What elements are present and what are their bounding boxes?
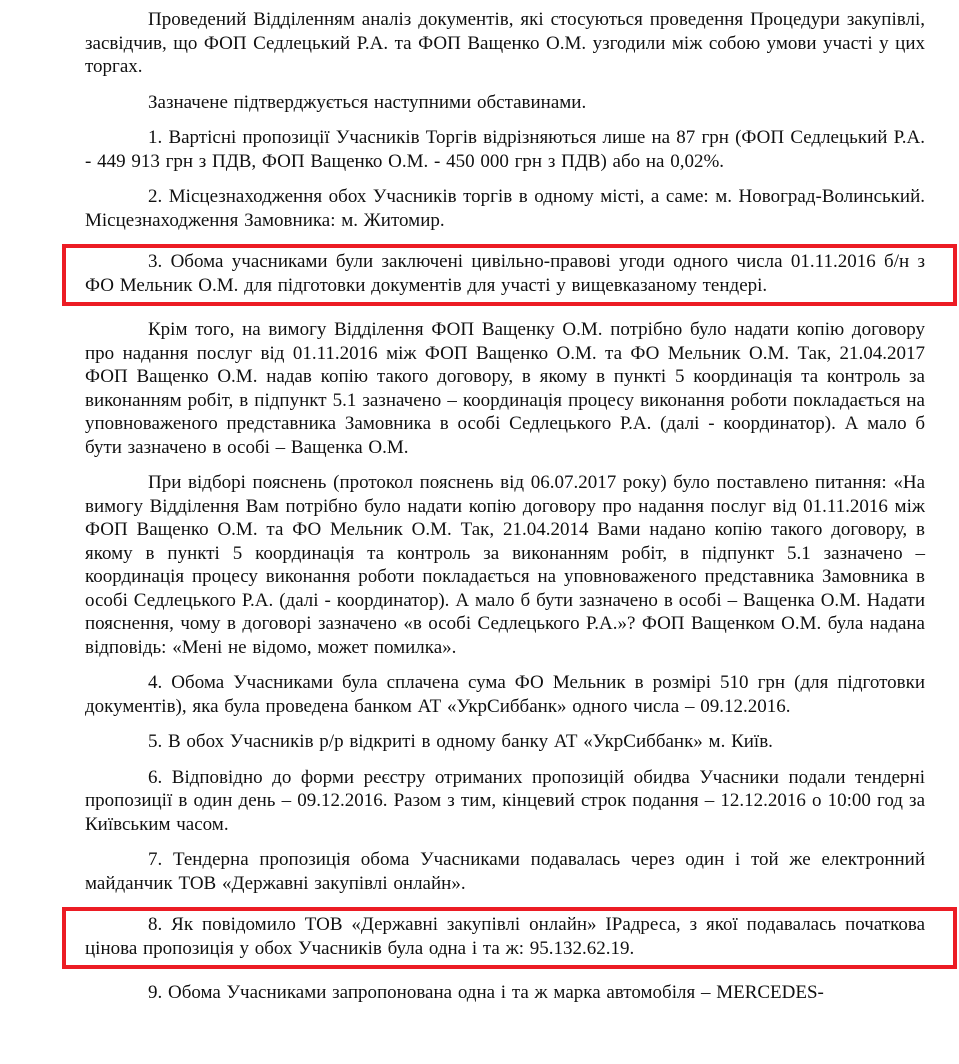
paragraph-intro: Проведений Відділенням аналіз документів, які стосуються проведення Процедури закупівлі, засвідчив, що ФОП Седлецький Р.А. та ФОП Ващенко О.М. узгодили між собою умови участі у цих торгах. bbox=[85, 9, 925, 77]
paragraph-item-1: 1. Вартісні пропозиції Учасників Торгів відрізняються лише на 87 грн (ФОП Седлецький Р.А. - 449 913 грн з ПДВ, ФОП Ващенко О.М. - 450 000 грн з ПДВ) або на 0,02%. bbox=[85, 127, 925, 172]
paragraph-item-6: 6. Відповідно до форми реєстру отриманих пропозицій обидва Учасники подали тендерні пропозиції в один день – 09.12.2016. Разом з тим, кінцевий строк подання – 12.12.2016 о 10:00 год за Київським часом. bbox=[85, 766, 925, 835]
highlight-box-item-3 bbox=[62, 244, 957, 306]
paragraph-item-7: 7. Тендерна пропозиція обома Учасниками подавалась через один і той же електронний майданчик ТОВ «Державні закупівлі онлайн». bbox=[85, 849, 925, 894]
paragraph-krim-togo: Крім того, на вимогу Відділення ФОП Ващенку О.М. потрібно було надати копію договору про надання послуг від 01.11.2016 між ФОП Ващенко О.М. та ФО Мельник О.М. Так, 21.04.2017 ФОП Ващенко О.М. надав копію такого договору, в якому в пункті 5 координація та контроль за виконанням робіт, в підпункт 5.1 зазначено – координація процесу виконання роботи покладається на уповноваженого представника Замовника в особі Седлецького Р.А. (далі - координатор). А мало б бути зазначено в особі – Ващенка О.М. bbox=[85, 319, 925, 458]
paragraph-pry-vidbori: При відборі пояснень (протокол пояснень від 06.07.2017 року) було поставлено питання: «На вимогу Відділення Вам потрібно було надати копію договору про надання послуг від 01.11.2016 між ФОП Ващенко О.М. та ФО Мельник О.М. Так, 21.04.2014 Вами надано копію такого договору, в якому в пункті 5 координація та контроль за виконанням робіт, в підпункт 5.1 зазначено – координація процесу виконання роботи покладається на уповноваженого представника Замовника в особі Седлецького Р.А. (далі - координатор). А мало б бути зазначено в особі – Ващенка О.М. Надати пояснення, чому в договорі зазначено «в особі Седлецького Р.А.»? ФОП Ващенком О.М. була надана відповідь: «Мені не відомо, может помилка». bbox=[85, 472, 925, 658]
highlight-box-item-8 bbox=[62, 907, 957, 969]
paragraph-item-3: 3. Обома учасниками були заключені цивільно-правові угоди одного числа 01.11.2016 б/н з ФО Мельник О.М. для підготовки документів для участі у вищевказаному тендері. bbox=[85, 251, 925, 296]
paragraph-item-8: 8. Як повідомило ТОВ «Державні закупівлі онлайн» ІРадреса, з якої подавалась початкова цінова пропозиція у обох Учасників була одна і та ж: 95.132.62.19. bbox=[85, 914, 925, 959]
paragraph-item-9: 9. Обома Учасниками запропонована одна і та ж марка автомобіля – MERCEDES- bbox=[148, 982, 824, 1003]
paragraph-item-5: 5. В обох Учасників р/р відкриті в одному банку АТ «УкрСиббанк» м. Київ. bbox=[148, 731, 773, 752]
paragraph-statement: Зазначене підтверджується наступними обставинами. bbox=[148, 91, 587, 113]
paragraph-item-2: 2. Місцезнаходження обох Учасників торгів в одному місті, а саме: м. Новоград-Волинський. Місцезнаходження Замовника: м. Житомир. bbox=[85, 186, 925, 231]
paragraph-item-4: 4. Обома Учасниками була сплачена сума ФО Мельник в розмірі 510 грн (для підготовки документів), яка була проведена банком АТ «УкрСиббанк» одного числа – 09.12.2016. bbox=[85, 672, 925, 717]
